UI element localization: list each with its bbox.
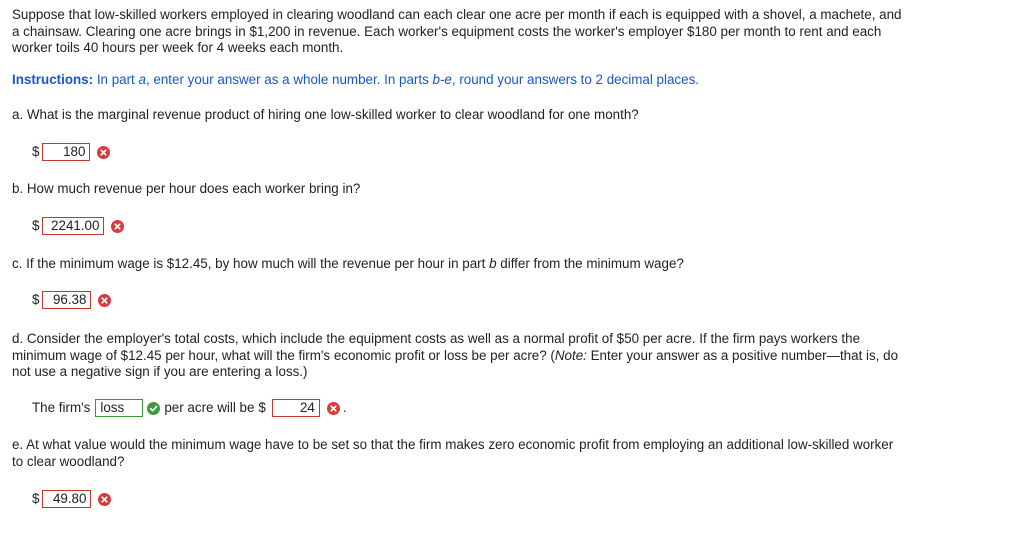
currency-symbol: $: [32, 217, 40, 233]
x-circle-icon: [98, 493, 111, 506]
question-c-text-1: c. If the minimum wage is $12.45, by how much will the revenue per hour in part: [12, 256, 490, 271]
question-d-note: Note:: [554, 347, 587, 363]
answer-input-d[interactable]: 24: [272, 399, 320, 417]
instructions-text-2: , enter your answer as a whole number. In parts: [145, 72, 433, 87]
instructions-parts-b-e: b-e: [432, 72, 452, 87]
x-circle-icon: [111, 220, 124, 233]
x-circle-icon: [97, 146, 110, 159]
answer-d-middle: per acre will be: [164, 399, 255, 415]
instructions: [12, 72, 912, 89]
question-e: e. At what value would the minimum wage have to be set so that the firm makes zero economic profit from employing an additional low-skilled worker to clear woodland?: [12, 437, 894, 469]
question-c: [12, 256, 912, 273]
answer-row-d: [32, 398, 347, 418]
question-d-text-1: d. Consider the employer's total costs, which include the equipment costs as well as a normal profit of $50 per acre. If the firm pays workers the minimum wage of $12.45 per hour, what will the firm's economic profit or loss be per acre? (: [12, 331, 861, 363]
currency-symbol: $: [32, 490, 40, 506]
question-d: [12, 331, 902, 381]
currency-symbol: $: [32, 143, 40, 159]
x-circle-icon: [98, 294, 111, 307]
answer-input-a[interactable]: 180: [42, 143, 90, 161]
currency-symbol: $: [258, 399, 266, 415]
question-c-part-ref: b: [489, 256, 497, 271]
question-a: a. What is the marginal revenue product of hiring one low-skilled worker to clear woodland for one month?: [12, 107, 639, 122]
profit-loss-select[interactable]: loss: [95, 399, 143, 417]
currency-symbol: $: [32, 291, 40, 307]
instructions-label: Instructions:: [12, 72, 94, 87]
problem-statement: Suppose that low-skilled workers employed in clearing woodland can each clear one acre per month if each is equipped with a shovel, a machete, and a chainsaw. Clearing one acre brings in $1,200 in revenue. Each worker's equipment costs the worker's employer $180 per month to rent and each worker toils 40 hours per week for 4 weeks each month.: [12, 7, 902, 55]
check-circle-icon: [147, 402, 160, 415]
answer-d-period: .: [342, 399, 347, 415]
answer-row-b: [32, 216, 124, 236]
answer-d-prefix: The firm's: [32, 399, 91, 415]
instructions-text-3: , round your answers to 2 decimal places.: [451, 72, 699, 87]
answer-input-c[interactable]: 96.38: [42, 291, 91, 309]
question-b: b. How much revenue per hour does each worker bring in?: [12, 181, 361, 196]
instructions-text-1: In part: [93, 72, 139, 87]
x-circle-icon: [327, 402, 340, 415]
answer-row-e: [32, 489, 111, 509]
answer-input-b[interactable]: 2241.00: [42, 217, 104, 235]
question-c-text-2: differ from the minimum wage?: [496, 256, 684, 271]
question-d-text-2: Enter your answer as a positive number—that is, do not use a negative sign if you are entering a loss.): [12, 347, 899, 379]
answer-row-a: [32, 142, 110, 162]
answer-input-e[interactable]: 49.80: [42, 490, 91, 508]
answer-row-c: [32, 290, 111, 310]
instructions-part-a: a: [138, 72, 146, 87]
